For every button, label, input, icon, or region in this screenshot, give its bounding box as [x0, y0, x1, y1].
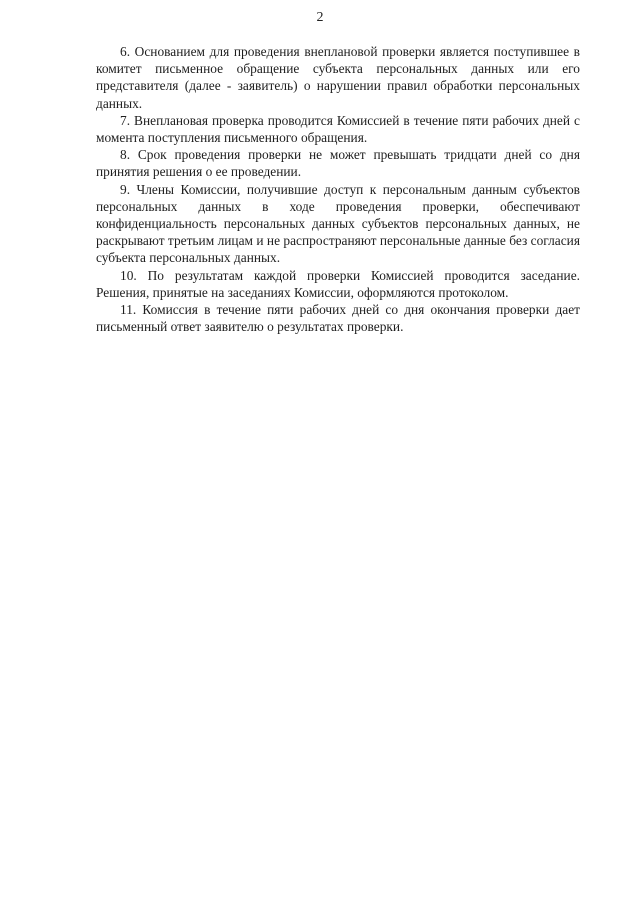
paragraph-10: 10. По результатам каждой проверки Комиссией проводится заседание. Решения, принятые на заседаниях Комиссии, оформляются протоколом.	[96, 267, 580, 300]
document-body	[96, 43, 580, 335]
paragraph-7: 7. Внеплановая проверка проводится Комиссией в течение пяти рабочих дней с момента поступления письменного обращения.	[96, 112, 580, 146]
page-number: 2	[316, 10, 324, 25]
paragraph-6: 6. Основанием для проведения внеплановой проверки является поступившее в комитет письменное обращение субъекта персональных данных или его представителя (далее - заявитель) о нарушении правил обработки персональных данных.	[96, 44, 580, 111]
paragraph-9: 9. Члены Комиссии, получившие доступ к персональным данным субъектов персональных данных в ходе проведения проверки, обеспечивают конфиденциальность персональных данных субъектов персональных данных, не раскрывают третьим лицам и не распространяют персональные данные без согласия субъекта персональных данных.	[96, 181, 580, 266]
paragraph-8: 8. Срок проведения проверки не может превышать тридцати дней со дня принятия решения о ее проведении.	[96, 147, 580, 180]
paragraph-11: 11. Комиссия в течение пяти рабочих дней со дня окончания проверки дает письменный ответ заявителю о результатах проверки.	[96, 302, 580, 335]
